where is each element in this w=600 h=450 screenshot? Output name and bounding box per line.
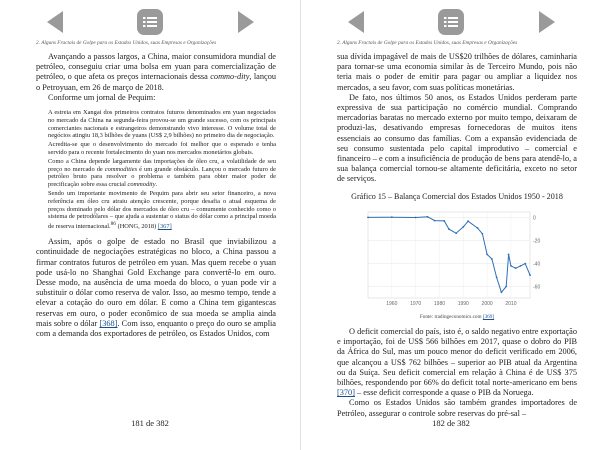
next-page-arrow-icon[interactable] bbox=[539, 11, 555, 33]
trade-balance-chart bbox=[362, 206, 552, 310]
body-paragraph: Assim, após o golpe de estado no Brasil que inviabilizou a continuidade de negociações estratégicas no bloco, a China passou a firmar contratos futuros de petróleo em yuan. Mas quem recebe o yuan pode usá-lo no Shanghai Gold Exchange para convertê-lo em ouro. Desse modo, na ausência de uma moeda do bloco, o yuan pode vir a substituir o dólar como reserva de valor. Isso, ao mesmo tempo, tende a elevar a cotação do ouro em dólar. E como a China tem gigantescas reservas em ouro, o poder econômico de sua moeda se amplia ainda mais sobre o dólar [368]. Com isso, enquanto o preço do ouro se amplia com a demanda dos exportadores de petróleo, os Estados Unidos, com bbox=[36, 237, 276, 338]
data-point bbox=[496, 276, 498, 278]
data-point bbox=[491, 258, 493, 260]
reference-link[interactable]: [368] bbox=[99, 318, 118, 328]
quote-paragraph: Acredita-se que o desenvolvimento do mercado foi melhor que o esperado e tenha servido para o recente fortalecimento do yuan nos mercados monetários globais. bbox=[48, 141, 276, 156]
y-tick-label: -60 bbox=[533, 284, 541, 291]
figure-title: Gráfico 15 – Balança Comercial dos Estados Unidos 1950 - 2018 bbox=[351, 191, 563, 201]
data-point bbox=[434, 220, 436, 222]
page-number: 181 de 382 bbox=[131, 418, 169, 428]
data-point bbox=[501, 291, 503, 293]
body-paragraph: sua dívida impagável de mais de US$20 trilhões de dólares, caminharia para tornar-se uma economia similar às de Terceiro Mundo, pois não teria mais o poder de emitir para pagar ou ampliar a liquidez nos mercados, a seu favor, com suas políticas monetárias. bbox=[337, 52, 577, 92]
data-point bbox=[455, 232, 457, 234]
body-paragraph: Como os Estados Unidos são também grandes importadores de Petróleo, assegurar o controle sobre reservas do pré-sal – bbox=[337, 398, 577, 418]
previous-page-arrow-icon[interactable] bbox=[348, 11, 364, 33]
data-point bbox=[508, 253, 510, 255]
intro-paragraph: Avançando a passos largos, a China, maior consumidora mundial de petróleo, conseguiu criar uma bolsa em yuan para comercialização de petróleo, o que afeta os preços internacionais dessa commo-dity, lançou o Petroyuan, em 26 de março de 2018. bbox=[36, 52, 276, 92]
data-point bbox=[448, 228, 450, 230]
previous-page-arrow-icon[interactable] bbox=[47, 11, 63, 33]
body-paragraph: O deficit comercial do país, isto é, o saldo negativo entre exportação e importação, foi de US$ 566 bilhões em 2017, quase o dobro do PIB da África do Sul, mas um pouco menor do deficit verificado em 2006, que alcançou a US$ 762 bilhões – superior ao PIB atual da Argentina ou da Suíça. Seu deficit comercial em relação à China é de US$ 375 bilhões, respondendo por 66% do deficit total norte-americano em bens [370] – esse deficit corresponde a quase o PIB da Noruega. bbox=[337, 327, 577, 398]
list-icon bbox=[143, 15, 157, 29]
x-tick-label: 1970 bbox=[410, 300, 422, 307]
list-icon bbox=[444, 15, 458, 29]
data-point bbox=[481, 233, 483, 235]
data-point bbox=[520, 265, 522, 267]
y-tick-label: -40 bbox=[533, 261, 541, 268]
data-point bbox=[529, 274, 531, 276]
data-point bbox=[415, 216, 417, 218]
data-point bbox=[427, 216, 429, 218]
data-point bbox=[524, 263, 526, 265]
data-point bbox=[505, 285, 507, 287]
x-tick-label: 1960 bbox=[386, 300, 398, 307]
menu-button[interactable] bbox=[438, 9, 464, 35]
running-header: 2. Alguns Fractais de Golpe para os Estados Unidos, suas Empresas e Organizações bbox=[36, 40, 217, 46]
data-point bbox=[443, 220, 445, 222]
right-page bbox=[300, 0, 600, 450]
quote-paragraph: Como a China depende largamente das importações de óleo cru, a volatilidade de seu preço no mercado de commodities é um grande obstáculo. Lançou o mercado futuro de petróleo bruto para resolver o problema e também para obter maior poder de precificação sobre essa crucial commodity. bbox=[48, 157, 276, 189]
quote-paragraph: A estreia em Xangai dos primeiros contratos futuros denominados em yuan negociados no mercado da China na segunda-feira provou-se um grande sucesso, com os principais comerciantes nacionais e estrangeiros demonstrando vivo interesse. O volume total de negócios atingiu 18,3 bilhões de yuans (US$ 2,9 bilhões) no primeiro dia de negociação. bbox=[48, 109, 276, 140]
left-page-body bbox=[36, 52, 276, 339]
right-page-body bbox=[337, 52, 577, 419]
block-quote bbox=[48, 109, 276, 231]
data-point bbox=[510, 265, 512, 267]
x-tick-label: 1980 bbox=[433, 300, 446, 307]
quote-paragraph: Sendo um importante movimento de Pequim para abrir seu setor financeiro, a nova referência em óleo cru atraiu atenção crescente, porque desafia o atual esquema de preços dominado pelo dólar dos mercados de óleo cru – comumente conhecido como o sistema de petrodólares – que ajuda a sustentar o status do dólar como a principal moeda de reserva internacional.$^{86}$ (HONG, 2018) [367] bbox=[48, 189, 276, 231]
x-tick-label: 2000 bbox=[481, 300, 493, 307]
left-page-nav bbox=[0, 9, 300, 35]
footnote-marker[interactable]: 86 bbox=[110, 221, 116, 228]
right-page-nav bbox=[301, 9, 600, 35]
data-point bbox=[477, 227, 479, 229]
body-paragraph: De fato, nos últimos 50 anos, os Estados Unidos perderam parte expressiva de sua participação no comércio mundial. Comprando mercadorias baratas no mercado externo por muito tempo, deixaram de produzi-las, desativando empresas fornecedoras de muitos itens essenciais ao consumo das famílias. Com a expansão evidenciada de seu consumo sustentada pelo capital improdutivo – comercial e financeiro – e com a insuficiência de produção de bens para atendê-lo, a sua balança comercial tornou-se altamente deficitária, exceto no setor de serviços. bbox=[337, 92, 577, 184]
y-tick-label: -20 bbox=[533, 238, 541, 245]
data-point bbox=[462, 226, 464, 228]
data-point bbox=[515, 267, 517, 269]
plot-area bbox=[368, 212, 530, 298]
data-point bbox=[467, 220, 469, 222]
page-number: 182 de 382 bbox=[432, 418, 470, 428]
data-point bbox=[367, 216, 369, 218]
reference-link[interactable]: [370] bbox=[337, 388, 355, 398]
menu-button[interactable] bbox=[137, 9, 163, 35]
running-header: 2. Alguns Fractais de Golpe para os Estados Unidos, suas Empresas e Organizações bbox=[337, 40, 518, 46]
figure-source: Fonte: tradingeconomics.com [369] bbox=[419, 313, 495, 320]
x-tick-label: 2010 bbox=[505, 300, 517, 307]
next-page-arrow-icon[interactable] bbox=[238, 11, 254, 33]
data-point bbox=[486, 253, 488, 255]
reference-link[interactable]: [369] bbox=[482, 313, 495, 320]
reference-link[interactable]: [367] bbox=[157, 223, 172, 231]
data-point bbox=[391, 216, 393, 218]
y-tick-label: 0 bbox=[533, 215, 536, 222]
conforme-line: Conforme um jornal de Pequim: bbox=[48, 92, 156, 102]
x-tick-label: 1990 bbox=[457, 300, 469, 307]
